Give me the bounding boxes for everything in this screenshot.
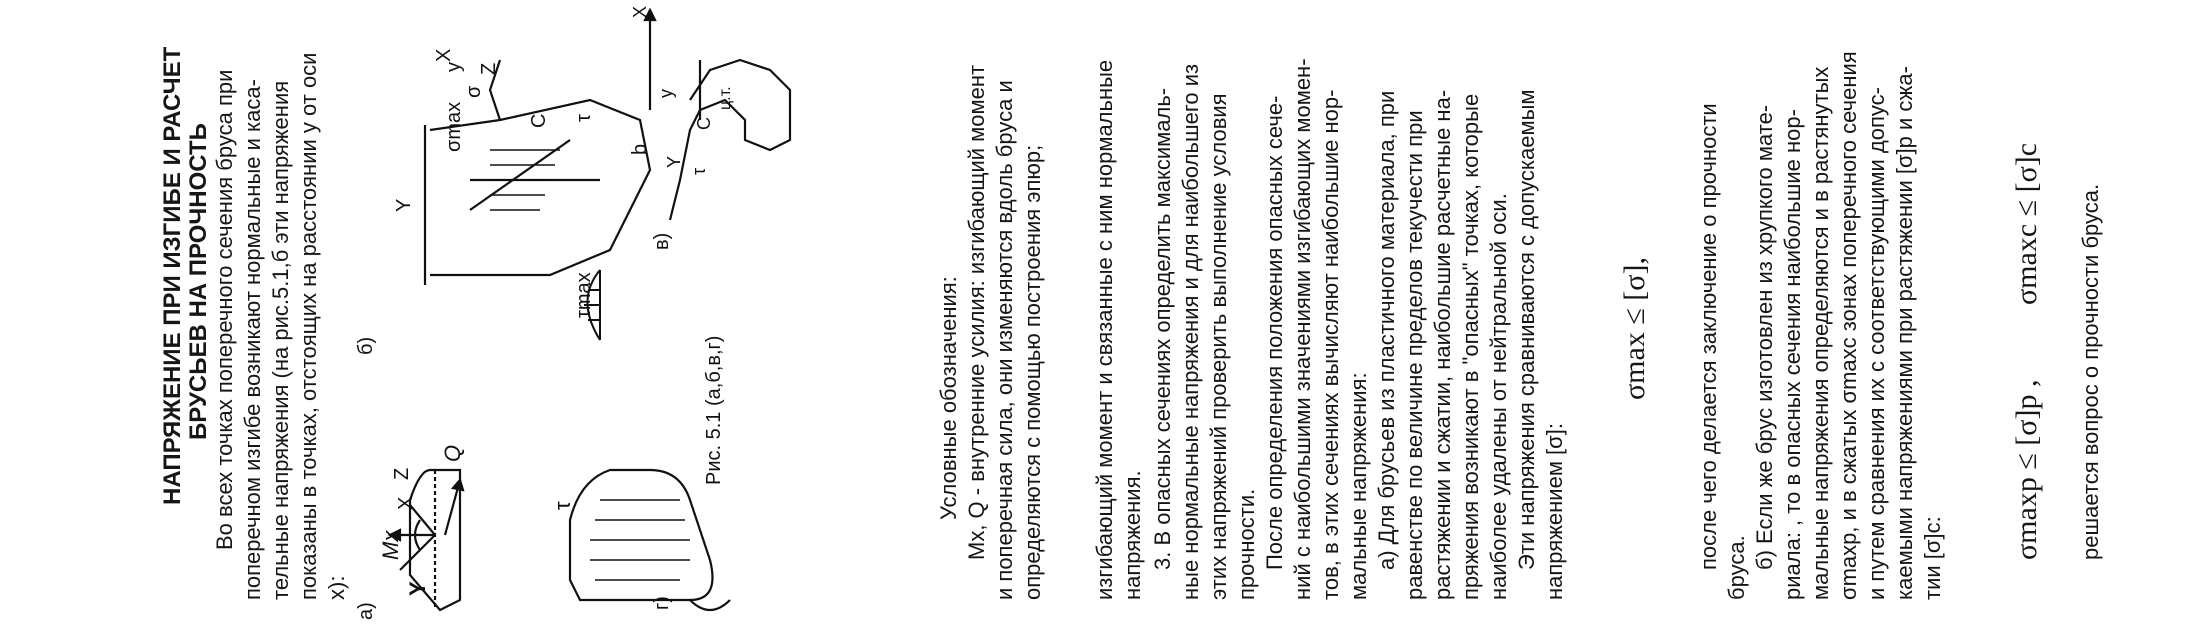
after1-line-8: каемыми напряжениями при растяжении [σ]р и сжа-: [1892, 66, 1917, 600]
body-line-14: пряжения возникают в "опасных" точках, которые: [1458, 93, 1483, 600]
legend-line3: определяются с помощью построения эпюр;: [1020, 144, 1045, 600]
axis-Z-b: Z: [478, 62, 500, 75]
label-tau-b: τ: [573, 114, 595, 122]
panel-b-beam: [425, 60, 650, 285]
axis-Y-a: Y: [405, 581, 430, 596]
panel-b-hatch: [490, 150, 560, 210]
label-tau-v: τ: [689, 167, 709, 175]
after1-line-9: тии [σ]с:: [1920, 516, 1945, 600]
formula-1: σmax ≤ [σ],: [1618, 257, 1651, 400]
body-line-11: а) Для брусьев из пластичного материала, при: [1374, 90, 1399, 570]
formula-2b: σmaxс ≤ [σ]с: [2010, 142, 2043, 305]
body-line-1: изгибающий момент и связанные с ним нормальные: [1092, 59, 1117, 600]
after1-line-5: мальные напряжения определяются и в растянутых: [1808, 66, 1833, 600]
label-C-b: C: [528, 113, 550, 128]
after1-line-3: б) Если же брус изготовлен из хрупкого мате-: [1752, 104, 1777, 570]
body-line-4: ные нормальные напряжения и для наибольшего из: [1178, 63, 1203, 600]
after1-line-2: бруса.: [1724, 535, 1749, 600]
body-line-10: мальные напряжения:: [1346, 372, 1371, 600]
intro-line-3: тельные напряжения (на рис.5.1,б эти напряжения: [268, 80, 293, 600]
body-line-12: равенстве по величине пределов текучести при: [1402, 110, 1427, 600]
legend-title: Условные обозначения:: [936, 276, 961, 520]
body-line-16: Эти напряжения сравниваются с допускаемым: [1514, 89, 1539, 570]
formula-2a: σmaxр ≤ [σ]р ,: [2010, 379, 2043, 560]
after1-line-1: после чего делается заключение о прочности: [1696, 103, 1721, 570]
after1-line-6: σmaxр, и в сжатых σmaxс зонах поперечного сечения: [1836, 51, 1861, 600]
label-Q: Q: [440, 444, 465, 462]
intro-line-5: x):: [324, 575, 349, 600]
body-line-7: После определения положения опасных сече-: [1262, 95, 1287, 570]
legend-line2: и поперечная сила, они изменяются вдоль бруса и: [992, 80, 1017, 600]
axis-X-a: X: [395, 496, 417, 510]
panel-g-arrows: [590, 500, 690, 580]
after1-line-4: риала: , то в опасных сечения наибольшие нор-: [1780, 109, 1805, 600]
label-C-v: C: [694, 117, 714, 130]
label-ct: ц.т.: [717, 86, 734, 110]
label-tau-max: τmax: [573, 272, 595, 318]
axis-Y-v: Y: [664, 155, 684, 168]
label-tau-g: τ: [550, 501, 575, 510]
body-line-9: тов, в этих сечениях вычисляют наибольшие нор-: [1318, 89, 1343, 600]
body-line-6: прочности.: [1234, 488, 1259, 600]
panel-label-a: а): [355, 602, 377, 620]
intro-line-4: показаны в точках, отстоящих на расстоянии y от оси: [296, 52, 321, 600]
body-line-8: ний с наибольшими значениями изгибающих момен-: [1290, 58, 1315, 600]
intro-line-1: Во всех точках поперечного сечения бруса при: [212, 69, 237, 550]
label-y-b: y: [443, 62, 465, 72]
heading-line2: БРУСЬЕВ НА ПРОЧНОСТЬ: [185, 123, 212, 440]
label-Mx: Mx: [378, 530, 403, 560]
heading-line1: НАПРЯЖЕНИЕ ПРИ ИЗГИБЕ И РАСЧЕТ: [159, 46, 186, 505]
body-line-2: напряжения.: [1120, 470, 1145, 600]
body-line-17: напряжением [σ]:: [1542, 423, 1567, 600]
label-sigma-max: σmax: [443, 101, 465, 152]
panel-v-section: [645, 10, 790, 220]
axis-X-v: X: [630, 5, 650, 18]
body-line-15: наиболее удалены от нейтральной оси.: [1486, 193, 1511, 600]
axis-Z-a: Z: [391, 467, 413, 480]
panel-label-b: б): [355, 336, 377, 355]
body-line-3: 3. В опасных сечениях определить максималь-: [1150, 87, 1175, 570]
figure-caption: Рис. 5.1 (а,б,в,г): [703, 335, 725, 485]
figure-5-1: [350, 0, 910, 640]
intro-line-2: поперечном изгибе возникают нормальные и каса-: [240, 79, 265, 600]
body-line-13: растяжении и сжатии, наибольшие расчетные на-: [1430, 89, 1455, 600]
label-y-v: y: [656, 89, 676, 98]
axis-Y-b: Y: [393, 198, 415, 212]
label-sigma: σ: [463, 85, 485, 98]
axis-X-b: X: [433, 48, 455, 62]
label-b: b: [629, 143, 651, 155]
body-line-5: этих напряжений проверить выполнение условия: [1206, 93, 1231, 600]
panel-label-v: в): [651, 232, 673, 250]
closing-line: решается вопрос о прочности бруса.: [2078, 183, 2103, 560]
panel-label-g: г): [651, 596, 673, 610]
after1-line-7: и путем сравнения их с соответствующими допус-: [1864, 87, 1889, 600]
legend-line1: Mx, Q - внутренние усилия: изгибающий момент: [964, 64, 989, 560]
